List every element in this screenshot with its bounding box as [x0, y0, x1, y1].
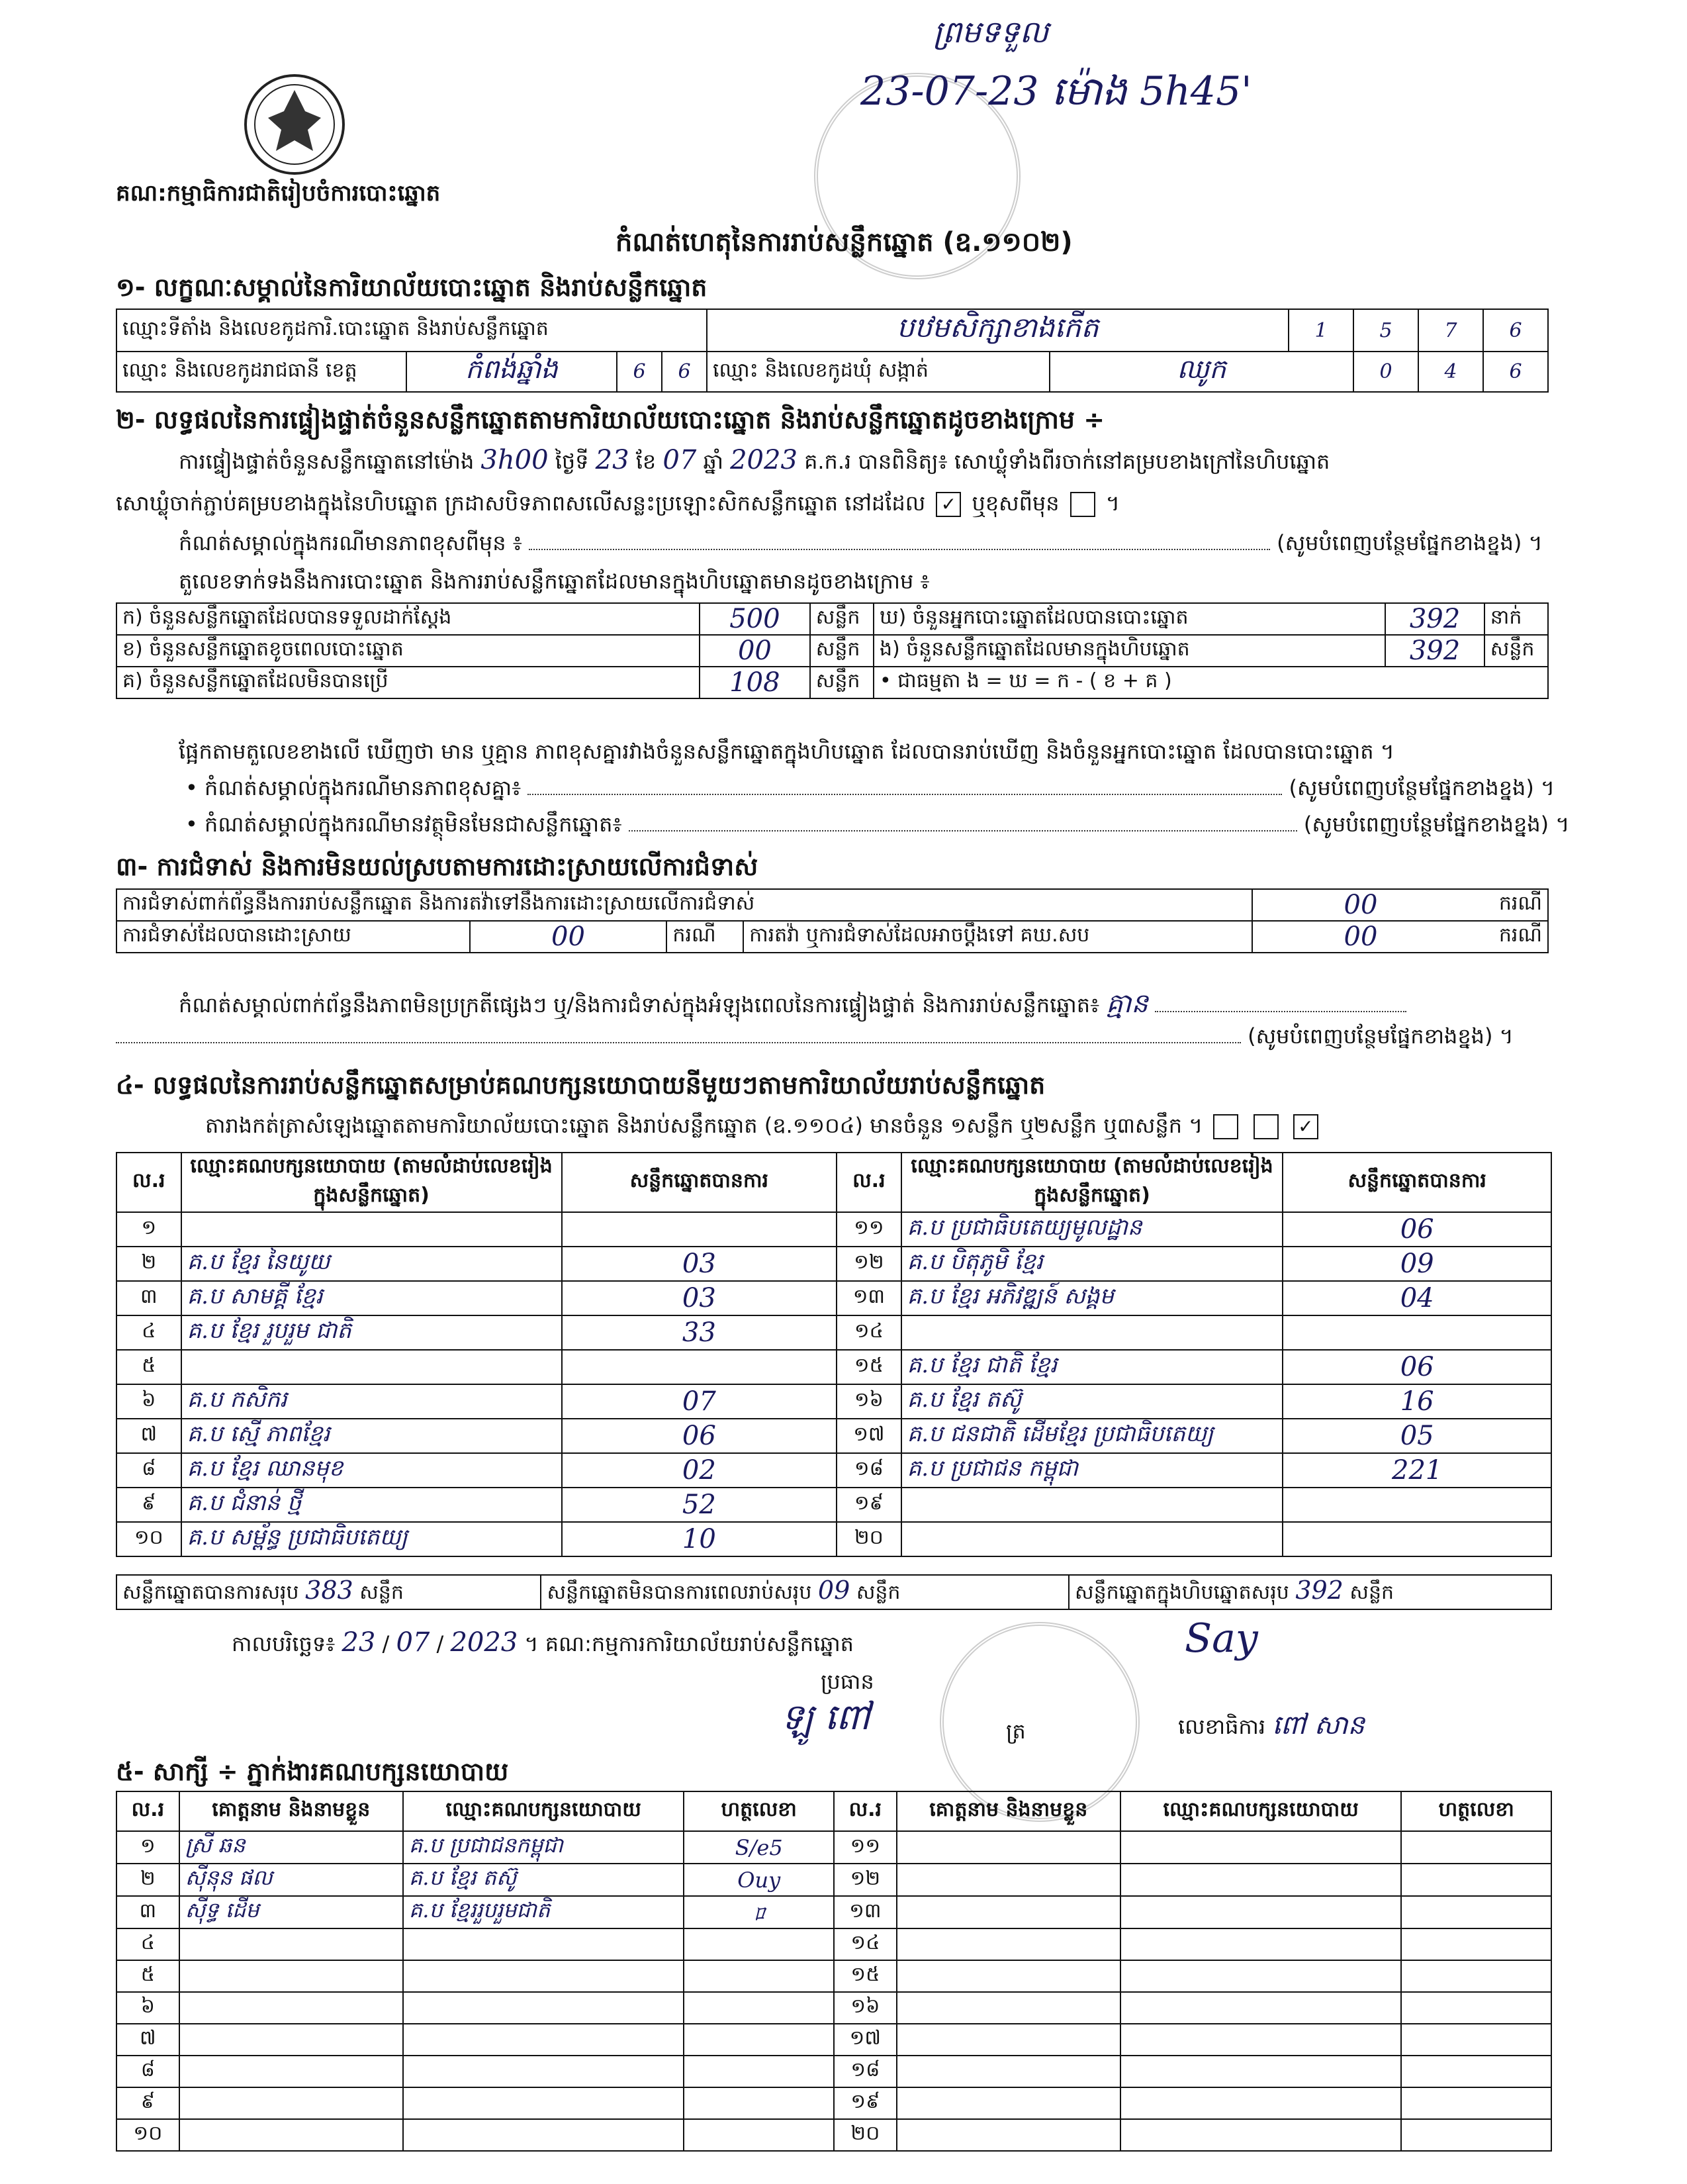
party-row — [116, 1350, 1551, 1384]
three-sheet-checkbox[interactable]: ✓ — [1293, 1114, 1318, 1139]
unchanged-checkbox[interactable]: ✓ — [936, 492, 961, 517]
irregularity-note-value: គ្មាន — [1106, 988, 1148, 1019]
witness-row — [116, 1960, 1551, 1992]
witness-no-left: ៤ — [116, 1928, 179, 1960]
party-row — [116, 1315, 1551, 1350]
committee-label: គណ:កម្មការការិយាល័យរាប់សន្លឹកឆ្នោត — [545, 1631, 854, 1656]
section5-title: ៥- សាក្សី ÷ ភ្នាក់ងារគណបក្សនយោបាយ — [116, 1757, 509, 1786]
witness-sign-left — [684, 1992, 834, 2024]
header-party-left: ឈ្មោះគណបក្សនយោបាយ (តាមលំដាប់លេខរៀងក្នុងសន្លឹកឆ្នោត) — [181, 1153, 562, 1212]
witness-name-right — [897, 2056, 1120, 2087]
note-invalid-label: • កំណត់សម្គាល់ក្នុងករណីមានវត្ថុមិនមែនជាសន្លឹកឆ្នោត៖ — [185, 812, 622, 837]
witness-party-left — [403, 2119, 684, 2151]
difference-line: ផ្អែកតាមតួលេខខាងលើ ឃើញថា មាន ឬគ្មាន ភាពខុសគ្នារវាងចំនួនសន្លឹកឆ្នោតក្នុងហិបឆ្នោត ដែលបានរាប់ឃើញ និងចំនួនអ្នកបោះឆ្នោត ដែលបានបោះឆ្នោត ។ — [179, 739, 1394, 764]
party-votes-left: 03 — [562, 1247, 837, 1281]
total-valid-unit: សន្លឹក — [359, 1581, 404, 1604]
witness-name-right — [897, 2087, 1120, 2119]
witness-name-left: ស៊ីនុន ផល — [179, 1864, 403, 1896]
province-code-1: 6 — [617, 352, 662, 392]
witness-no-right: ១៧ — [834, 2024, 897, 2056]
organization-name: គណ:កម្មាធិការជាតិរៀបចំការបោះឆ្នោត — [116, 180, 441, 207]
party-votes-right: 06 — [1283, 1212, 1551, 1247]
witness-party-left — [403, 2056, 684, 2087]
witness-header-party-right: ឈ្មោះគណបក្សនយោបាយ — [1120, 1791, 1402, 1831]
resolved-label: ការជំទាស់ដែលបានដោះស្រាយ — [116, 921, 470, 953]
witness-party-right — [1120, 1896, 1402, 1928]
count-label-e: ង) ចំនួនសន្លឹកឆ្នោតដែលមានក្នុងហិបឆ្នោត — [874, 635, 1385, 667]
total-valid-label: សន្លឹកឆ្នោតបានការសរុប — [122, 1581, 299, 1604]
party-no-left: ១០ — [116, 1522, 181, 1556]
witness-name-right — [897, 1864, 1120, 1896]
witness-no-right: ១៤ — [834, 1928, 897, 1960]
witness-name-right — [897, 1896, 1120, 1928]
witness-no-left: ៩ — [116, 2087, 179, 2119]
party-no-right: ១២ — [837, 1247, 901, 1281]
irregularity-continuation — [116, 1023, 1514, 1054]
count-value-d: 392 — [1385, 603, 1484, 635]
party-no-left: ៥ — [116, 1350, 181, 1384]
count-unit-d: នាក់ — [1484, 603, 1548, 635]
total-invalid-unit: សន្លឹក — [856, 1581, 901, 1604]
witness-no-right: ១៩ — [834, 2087, 897, 2119]
resolved-value: 00 — [470, 921, 667, 953]
header-no-right: ល.រ — [837, 1153, 901, 1212]
note-invalid-line — [185, 811, 1569, 842]
emblem-logo — [242, 71, 347, 177]
witness-sign-right — [1401, 1960, 1551, 1992]
witness-party-right — [1120, 2119, 1402, 2151]
witness-sign-left: ﾛ — [684, 1896, 834, 1928]
office-name: បឋមសិក្សាខាងកើត — [707, 309, 1289, 352]
party-votes-left — [562, 1350, 837, 1384]
section1-table — [116, 309, 1549, 393]
counts-table — [116, 602, 1549, 699]
note-difference-label: • កំណត់សម្គាល់ក្នុងករណីមានភាពខុសគ្នា៖ — [185, 775, 522, 800]
verification-time-label: ការផ្ទៀងផ្ទាត់ចំនួនសន្លឹកឆ្នោតនៅម៉ោង — [179, 449, 475, 474]
sheet-count-text: តារាងកត់ត្រាសំឡេងឆ្នោតតាមការិយាល័យបោះឆ្នោត និងរាប់សន្លឹកឆ្នោត (ឧ.១១០៤) មានចំនួន ១សន្លឹក ឬ២សន្លឹក ឬ៣សន្លឹក ។ — [205, 1113, 1203, 1138]
witness-table — [116, 1791, 1552, 2152]
formula-note: • ជាធម្មតា ង = ឃ = ក - ( ខ + គ ) — [874, 667, 1548, 698]
date-line: កាលបរិច្ឆេទ៖ 23 / 07 / 2023 ។ គណ:កម្មការការិយាល័យរាប់សន្លឹកឆ្នោត — [232, 1627, 854, 1658]
total-box-value: 392 — [1295, 1576, 1344, 1605]
commune-code-1: 0 — [1353, 352, 1418, 392]
witness-no-right: ១៣ — [834, 1896, 897, 1928]
witness-name-left — [179, 1928, 403, 1960]
witness-row — [116, 2024, 1551, 2056]
witness-header-name-right: គោត្តនាម និងនាមខ្លួន — [897, 1791, 1120, 1831]
witness-sign-right — [1401, 2024, 1551, 2056]
total-box-cell — [1069, 1575, 1551, 1609]
party-no-right: ២០ — [837, 1522, 901, 1556]
fill-hint-3: (សូមបំពេញបន្ថែមផ្នែកខាងខ្នង) ។ — [1303, 812, 1570, 837]
witness-party-right — [1120, 2024, 1402, 2056]
form-title: កំណត់ហេតុនៃការរាប់សន្លឹកឆ្នោត (ឧ.១១០២) — [616, 227, 1073, 258]
count-label-b: ខ) ចំនួនសន្លឹកឆ្នោតខូចពេលបោះឆ្នោត — [116, 635, 700, 667]
verification-day: 23 — [595, 445, 629, 475]
count-label-a: ក) ចំនួនសន្លឹកឆ្នោតដែលបានទទួលដាក់ស្តែង — [116, 603, 700, 635]
party-no-right: ១៥ — [837, 1350, 901, 1384]
office-code-2: 5 — [1353, 309, 1418, 352]
party-name-left — [181, 1350, 562, 1384]
witness-sign-left: S/e5 — [684, 1831, 834, 1864]
count-label-d: ឃ) ចំនួនអ្នកបោះឆ្នោតដែលបានបោះឆ្នោត — [874, 603, 1385, 635]
irregularity-note-line — [179, 986, 1406, 1025]
fill-hint-4: (សូមបំពេញបន្ថែមផ្នែកខាងខ្នង) ។ — [1248, 1023, 1514, 1049]
witness-row — [116, 2119, 1551, 2151]
party-name-left: គ.ប សម្ព័ន្ធ ប្រជាធិបតេយ្យ — [181, 1522, 562, 1556]
witness-sign-left — [684, 2024, 834, 2056]
verification-month: 07 — [662, 445, 697, 475]
witness-row — [116, 2087, 1551, 2119]
party-name-left: គ.ប ខ្មែរ នៃយូយ — [181, 1247, 562, 1281]
witness-sign-left — [684, 1928, 834, 1960]
witness-no-right: ១៥ — [834, 1960, 897, 1992]
header-votes-right: សន្លឹកឆ្នោតបានការ — [1283, 1153, 1551, 1212]
verification-month-label: ខែ — [635, 449, 657, 474]
party-name-right: គ.ប បិតុភូមិ ខ្មែរ — [901, 1247, 1283, 1281]
witness-party-right — [1120, 1992, 1402, 2024]
received-time-note: 23-07-23 ម៉ោង 5h45' — [860, 68, 1252, 115]
chair-role-mark: ត្រ — [1006, 1719, 1026, 1744]
objections-unit: ករណី — [1469, 889, 1548, 921]
party-name-right — [901, 1522, 1283, 1556]
party-votes-right: 221 — [1283, 1453, 1551, 1488]
witness-row — [116, 1992, 1551, 2024]
received-note: ព្រមទទួល — [933, 14, 1049, 50]
date-day: 23 — [342, 1627, 376, 1658]
party-row — [116, 1384, 1551, 1419]
party-no-right: ១៩ — [837, 1488, 901, 1522]
witness-no-left: ១០ — [116, 2119, 179, 2151]
witness-no-right: ១៨ — [834, 2056, 897, 2087]
party-row — [116, 1453, 1551, 1488]
witness-header-sign-right: ហត្ថលេខា — [1401, 1791, 1551, 1831]
witness-header-party-left: ឈ្មោះគណបក្សនយោបាយ — [403, 1791, 684, 1831]
total-invalid-label: សន្លឹកឆ្នោតមិនបានការពេលរាប់សរុប — [547, 1581, 812, 1604]
province-code-2: 6 — [662, 352, 707, 392]
section1-title: ១- លក្ខណៈសម្គាល់នៃការិយាល័យបោះឆ្នោត និងរាប់សន្លឹកឆ្នោត — [116, 273, 707, 302]
party-name-left: គ.ប ខ្មែរ រួបរួម ជាតិ — [181, 1315, 562, 1350]
count-label-c: គ) ចំនួនសន្លឹកឆ្នោតដែលមិនបានប្រើ — [116, 667, 700, 698]
party-name-right — [901, 1315, 1283, 1350]
witness-party-left: គ.ប ខ្មែររួបរួមជាតិ — [403, 1896, 684, 1928]
count-value-e: 392 — [1385, 635, 1484, 667]
party-votes-right: 09 — [1283, 1247, 1551, 1281]
note-difference-line — [185, 775, 1555, 806]
totals-table — [116, 1574, 1552, 1610]
office-code-3: 7 — [1418, 309, 1483, 352]
witness-sign-right — [1401, 2056, 1551, 2087]
party-row — [116, 1488, 1551, 1522]
party-name-right: គ.ប ប្រជាធិបតេយ្យមូលដ្ឋាន — [901, 1212, 1283, 1247]
party-votes-right — [1283, 1315, 1551, 1350]
difference-note-label: កំណត់សម្គាល់ក្នុងករណីមានភាពខុសពីមុន ៖ — [179, 530, 522, 555]
witness-header-no-left: ល.រ — [116, 1791, 179, 1831]
section2-title: ២- លទ្ធផលនៃការផ្ទៀងផ្ទាត់ចំនួនសន្លឹកឆ្នោតតាមការិយាល័យបោះឆ្នោត និងរាប់សន្លឹកឆ្នោតដូចខាងក្រោម ÷ — [116, 405, 1105, 434]
witness-sign-left — [684, 1960, 834, 1992]
verification-check-text: គ.ក.រ បានពិនិត្យ៖ សោឃ្លុំទាំងពីរចាក់នៅគម្របខាងក្រៅនៃហិបឆ្នោត — [804, 449, 1330, 474]
witness-party-left: គ.ប ខ្មែរ តស៊ូ — [403, 1864, 684, 1896]
witness-party-left — [403, 2024, 684, 2056]
count-value-b: 00 — [700, 635, 810, 667]
objections-label: ការជំទាស់ពាក់ព័ន្ធនឹងការរាប់សន្លឹកឆ្នោត និងការតវ៉ាទៅនឹងការដោះស្រាយលើការជំទាស់ — [116, 889, 1252, 921]
office-code-4: 6 — [1483, 309, 1548, 352]
party-name-right: គ.ប ជនជាតិ ដើមខ្មែរ ប្រជាធិបតេយ្យ — [901, 1419, 1283, 1453]
party-no-left: ៦ — [116, 1384, 181, 1419]
witness-sign-right — [1401, 1928, 1551, 1960]
witness-row — [116, 1928, 1551, 1960]
witness-name-right — [897, 1960, 1120, 1992]
verification-day-label: ថ្ងៃទី — [555, 449, 589, 474]
province-label: ឈ្មោះ និងលេខកូដរាជធានី ខេត្ត — [116, 352, 406, 392]
date-label: កាលបរិច្ឆេទ៖ — [232, 1631, 336, 1656]
verification-time: 3h00 — [480, 445, 549, 475]
table-intro: តួលេខទាក់ទងនឹងការបោះឆ្នោត និងការរាប់សន្លឹកឆ្នោតដែលមានក្នុងហិបឆ្នោតមានដូចខាងក្រោម ៖ — [179, 569, 930, 594]
witness-party-right — [1120, 1864, 1402, 1896]
secretary-name: ពៅ សាន — [1272, 1710, 1365, 1740]
witness-row — [116, 1831, 1551, 1864]
party-no-left: ៣ — [116, 1281, 181, 1315]
witness-sign-right — [1401, 1992, 1551, 2024]
total-box-label: សន្លឹកឆ្នោតក្នុងហិបឆ្នោតសរុប — [1075, 1581, 1289, 1604]
resolved-unit: ករណី — [666, 921, 743, 953]
header-no-left: ល.រ — [116, 1153, 181, 1212]
total-valid-cell — [116, 1575, 541, 1609]
party-votes-left: 33 — [562, 1315, 837, 1350]
party-no-right: ១៤ — [837, 1315, 901, 1350]
province-name: កំពង់ឆ្នាំង — [406, 352, 617, 392]
witness-party-right — [1120, 1960, 1402, 1992]
party-votes-left: 02 — [562, 1453, 837, 1488]
witness-no-left: ៦ — [116, 1992, 179, 2024]
witness-sign-right — [1401, 2119, 1551, 2151]
irregularity-note-label: កំណត់សម្គាល់ពាក់ព័ន្ធនឹងភាពមិនប្រក្រតីផ្សេងៗ ឬ/និងការជំទាស់ក្នុងអំឡុងពេលនៃការផ្ទៀងផ្ទាត់ និងការរាប់សន្លឹកឆ្នោត៖ — [179, 992, 1100, 1018]
witness-no-right: ១៦ — [834, 1992, 897, 2024]
sheet-count-line — [205, 1112, 1322, 1143]
fill-hint-1: (សូមបំពេញបន្ថែមផ្នែកខាងខ្នង) ។ — [1277, 530, 1543, 555]
witness-name-left: ស្រី ឆន — [179, 1831, 403, 1864]
witness-name-left — [179, 2087, 403, 2119]
witness-no-right: ១២ — [834, 1864, 897, 1896]
changed-label: ឬខុសពីមុន — [972, 491, 1060, 516]
office-code-1: 1 — [1289, 309, 1353, 352]
party-no-left: ៩ — [116, 1488, 181, 1522]
witness-no-right: ២០ — [834, 2119, 897, 2151]
verification-year: 2023 — [730, 445, 798, 475]
party-votes-right: 16 — [1283, 1384, 1551, 1419]
one-sheet-checkbox[interactable] — [1213, 1114, 1238, 1139]
witness-no-left: ២ — [116, 1864, 179, 1896]
chair-signature: ឡូ ពៅ — [781, 1696, 870, 1738]
witness-party-left — [403, 2087, 684, 2119]
party-no-right: ១៨ — [837, 1453, 901, 1488]
party-name-left: គ.ប ជំនាន់ ថ្មី — [181, 1488, 562, 1522]
witness-party-left — [403, 1960, 684, 1992]
witness-name-left: ស៊ីទ្ធ ដើម — [179, 1896, 403, 1928]
witness-name-right — [897, 1831, 1120, 1864]
witness-name-right — [897, 1992, 1120, 2024]
witness-header-name-left: គោត្តនាម និងនាមខ្លួន — [179, 1791, 403, 1831]
witness-name-left — [179, 1960, 403, 1992]
appeal-label: ការតវ៉ា ឬការជំទាស់ដែលអាចប្តឹងទៅ គឃ.សប — [743, 921, 1252, 953]
count-unit-e: សន្លឹក — [1484, 635, 1548, 667]
secretary-label: លេខាធិការ — [1178, 1714, 1266, 1739]
witness-party-left — [403, 1992, 684, 2024]
party-name-right: គ.ប ខ្មែរ អភិវឌ្ឍន៍ សង្គម — [901, 1281, 1283, 1315]
witness-no-left: ៨ — [116, 2056, 179, 2087]
total-box-unit: សន្លឹក — [1349, 1581, 1394, 1604]
witness-name-left — [179, 2024, 403, 2056]
objections-table — [116, 888, 1549, 953]
witness-sign-right — [1401, 1864, 1551, 1896]
seal-line: សោឃ្លុំចាក់ភ្ជាប់គម្របខាងក្នុងនៃហិបឆ្នោត ក្រដាសបិទភាពសលើសន្លះប្រឡោះសិកសន្លឹកឆ្នោត នៅដដែល ✓ ឬខុសពីមុន ។ — [116, 491, 1120, 516]
counts-row — [116, 667, 1548, 698]
party-row — [116, 1281, 1551, 1315]
party-name-left: គ.ប សាមគ្គី ខ្មែរ — [181, 1281, 562, 1315]
party-no-left: ២ — [116, 1247, 181, 1281]
verification-line — [179, 445, 1330, 479]
changed-checkbox[interactable] — [1070, 492, 1095, 517]
date-year: 2023 — [450, 1627, 518, 1658]
party-votes-left: 03 — [562, 1281, 837, 1315]
witness-row — [116, 1864, 1551, 1896]
party-name-left: គ.ប ស្មើ ភាពខ្មែរ — [181, 1419, 562, 1453]
party-name-right: គ.ប ខ្មែរ ជាតិ ខ្មែរ — [901, 1350, 1283, 1384]
total-valid-value: 383 — [305, 1576, 353, 1605]
party-name-right — [901, 1488, 1283, 1522]
difference-note-line — [179, 530, 1543, 561]
witness-sign-right — [1401, 2087, 1551, 2119]
counts-row — [116, 635, 1548, 667]
witness-name-left — [179, 2056, 403, 2087]
count-unit-a: សន្លឹក — [810, 603, 874, 635]
secretary-signature-mark: Say — [1185, 1615, 1258, 1662]
party-votes-right: 06 — [1283, 1350, 1551, 1384]
witness-name-right — [897, 2024, 1120, 2056]
party-no-right: ១៦ — [837, 1384, 901, 1419]
party-votes-left: 07 — [562, 1384, 837, 1419]
party-votes-right — [1283, 1488, 1551, 1522]
witness-sign-left — [684, 2087, 834, 2119]
witness-party-right — [1120, 1928, 1402, 1960]
fill-hint-2: (សូមបំពេញបន្ថែមផ្នែកខាងខ្នង) ។ — [1289, 775, 1555, 800]
party-votes-left: 06 — [562, 1419, 837, 1453]
witness-row — [116, 1896, 1551, 1928]
party-row — [116, 1247, 1551, 1281]
party-no-left: ៧ — [116, 1419, 181, 1453]
party-name-left: គ.ប កសិករ — [181, 1384, 562, 1419]
witness-name-left — [179, 1992, 403, 2024]
party-no-right: ១៧ — [837, 1419, 901, 1453]
party-no-right: ១៣ — [837, 1281, 901, 1315]
seal-line-text: សោឃ្លុំចាក់ភ្ជាប់គម្របខាងក្នុងនៃហិបឆ្នោត ក្រដាសបិទភាពសលើសន្លះប្រឡោះសិកសន្លឹកឆ្នោត នៅដដែល — [116, 491, 926, 516]
witness-sign-left: Ouy — [684, 1864, 834, 1896]
two-sheet-checkbox[interactable] — [1254, 1114, 1279, 1139]
party-votes-left — [562, 1212, 837, 1247]
party-no-left: ៨ — [116, 1453, 181, 1488]
party-votes-right — [1283, 1522, 1551, 1556]
section3-title: ៣- ការជំទាស់ និងការមិនយល់ស្របតាមការដោះស្រាយលើការជំទាស់ — [116, 852, 758, 881]
party-name-left: គ.ប ខ្មែរ ឈានមុខ — [181, 1453, 562, 1488]
witness-name-right — [897, 2119, 1120, 2151]
party-no-right: ១១ — [837, 1212, 901, 1247]
commune-name: ឈូក — [1050, 352, 1353, 392]
header-party-right: ឈ្មោះគណបក្សនយោបាយ (តាមលំដាប់លេខរៀងក្នុងសន្លឹកឆ្នោត) — [901, 1153, 1283, 1212]
count-value-c: 108 — [700, 667, 810, 698]
party-votes-left: 10 — [562, 1522, 837, 1556]
section4-title: ៤- លទ្ធផលនៃការរាប់សន្លឹកឆ្នោតសម្រាប់គណបក្សនយោបាយនីមួយៗតាមការិយាល័យរាប់សន្លឹកឆ្នោត — [116, 1070, 1046, 1100]
party-row — [116, 1419, 1551, 1453]
witness-sign-right — [1401, 1831, 1551, 1864]
party-no-left: ១ — [116, 1212, 181, 1247]
chair-label: ប្រធាន — [821, 1669, 874, 1694]
appeal-value: 00 — [1252, 921, 1468, 953]
commune-code-3: 6 — [1483, 352, 1548, 392]
party-row — [116, 1522, 1551, 1556]
witness-header-no-right: ល.រ — [834, 1791, 897, 1831]
counts-row — [116, 603, 1548, 635]
party-votes-right: 05 — [1283, 1419, 1551, 1453]
witness-header-sign-left: ហត្ថលេខា — [684, 1791, 834, 1831]
witness-name-right — [897, 1928, 1120, 1960]
witness-party-right — [1120, 2087, 1402, 2119]
party-name-right: គ.ប ប្រជាជន កម្ពុជា — [901, 1453, 1283, 1488]
appeal-unit: ករណី — [1469, 921, 1548, 953]
commune-label: ឈ្មោះ និងលេខកូដឃុំ សង្កាត់ — [707, 352, 1050, 392]
witness-no-left: ៣ — [116, 1896, 179, 1928]
verification-year-label: ឆ្នាំ — [703, 449, 723, 474]
witness-no-left: ១ — [116, 1831, 179, 1864]
witness-row — [116, 2056, 1551, 2087]
witness-no-right: ១១ — [834, 1831, 897, 1864]
date-month: 07 — [396, 1627, 430, 1658]
witness-party-left: គ.ប ប្រជាជនកម្ពុជា — [403, 1831, 684, 1864]
witness-no-left: ៧ — [116, 2024, 179, 2056]
party-row — [116, 1212, 1551, 1247]
total-invalid-cell — [541, 1575, 1069, 1609]
witness-sign-left — [684, 2119, 834, 2151]
secretary-line — [1178, 1708, 1365, 1747]
objections-value: 00 — [1252, 889, 1468, 921]
party-votes-left: 52 — [562, 1488, 837, 1522]
commune-code-2: 4 — [1418, 352, 1483, 392]
party-name-left — [181, 1212, 562, 1247]
count-value-a: 500 — [700, 603, 810, 635]
witness-party-right — [1120, 2056, 1402, 2087]
witness-sign-left — [684, 2056, 834, 2087]
count-unit-c: សន្លឹក — [810, 667, 874, 698]
witness-sign-right — [1401, 1896, 1551, 1928]
party-votes-right: 04 — [1283, 1281, 1551, 1315]
witness-party-left — [403, 1928, 684, 1960]
witness-no-left: ៥ — [116, 1960, 179, 1992]
office-label: ឈ្មោះទីតាំង និងលេខកូដការិ.បោះឆ្នោត និងរាប់សន្លឹកឆ្នោត — [116, 309, 707, 352]
total-invalid-value: 09 — [817, 1576, 850, 1605]
party-results-table — [116, 1152, 1552, 1557]
party-name-right: គ.ប ខ្មែរ តស៊ូ — [901, 1384, 1283, 1419]
header-votes-left: សន្លឹកឆ្នោតបានការ — [562, 1153, 837, 1212]
count-unit-b: សន្លឹក — [810, 635, 874, 667]
witness-name-left — [179, 2119, 403, 2151]
party-no-left: ៤ — [116, 1315, 181, 1350]
witness-party-right — [1120, 1831, 1402, 1864]
